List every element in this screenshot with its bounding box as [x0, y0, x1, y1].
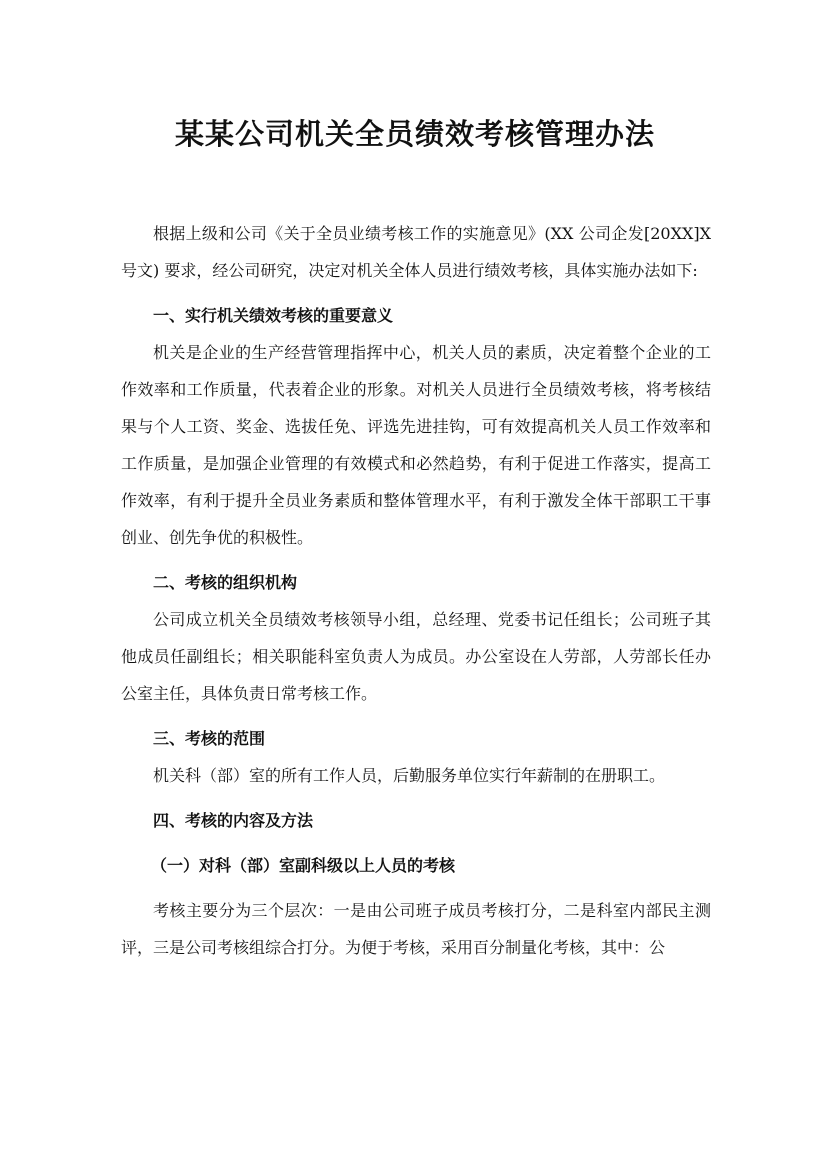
section-3-heading: 三、考核的范围 [153, 729, 266, 748]
section-4-body: 考核主要分为三个层次：一是由公司班子成员考核打分，二是科室内部民主测评，三是公司考核组综合打分。为便于考核，采用百分制量化考核，其中：公 [121, 901, 711, 957]
document-title: 某某公司机关全员绩效考核管理办法 [174, 117, 655, 151]
section-1-body: 机关是企业的生产经营管理指挥中心，机关人员的素质，决定着整个企业的工作效率和工作质量，代表着企业的形象。对机关人员进行全员绩效考核，将考核结果与个人工资、奖金、选拔任免、评选先进挂钩，可有效提高机关人员工作效率和工作质量，是加强企业管理的有效模式和必然趋势，有利于促进工作落实，提高工作效率，有利于提升全员业务素质和整体管理水平，有利于激发全体干部职工干事创业、创先争优的积极性。 [121, 343, 711, 547]
section-3-body: 机关科（部）室的所有工作人员，后勤服务单位实行年薪制的在册职工。 [153, 766, 666, 785]
section-2-body: 公司成立机关全员绩效考核领导小组，总经理、党委书记任组长；公司班子其他成员任副组长；相关职能科室负责人为成员。办公室设在人劳部，人劳部长任办公室主任，具体负责日常考核工作。 [121, 610, 711, 703]
intro-paragraph: 根据上级和公司《关于全员业绩考核工作的实施意见》(XX 公司企发[20XX]X 号文) 要求，经公司研究，决定对机关全体人员进行绩效考核，具体实施办法如下: [121, 224, 711, 280]
section-4-subheading: （一）对科（部）室副科级以上人员的考核 [151, 856, 456, 875]
section-1-heading: 一、实行机关绩效考核的重要意义 [153, 306, 394, 325]
section-4-heading: 四、考核的内容及方法 [153, 811, 314, 830]
section-2-heading: 二、考核的组织机构 [153, 573, 298, 592]
document-body [121, 215, 711, 966]
